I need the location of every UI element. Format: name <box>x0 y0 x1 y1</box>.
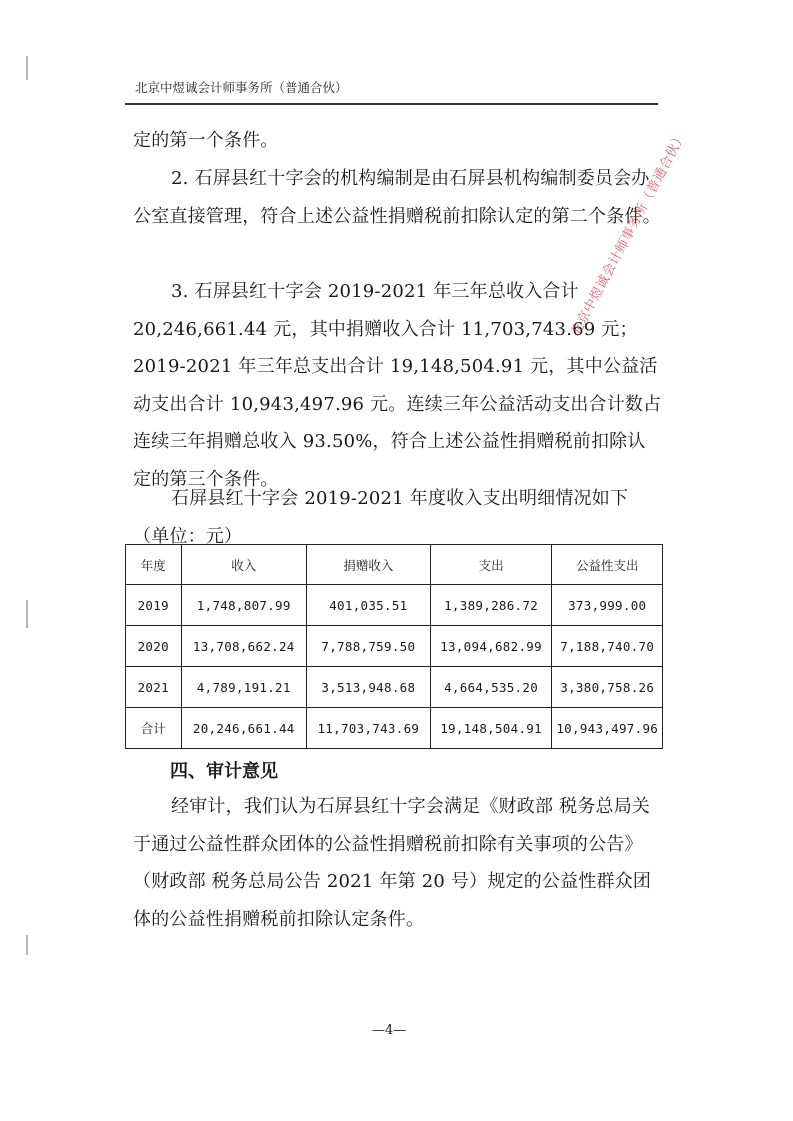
page-number: —4— <box>372 1023 407 1038</box>
cell-public-expense: 7,188,740.70 <box>552 626 663 667</box>
cell-public-expense: 373,999.00 <box>552 585 663 626</box>
table-row <box>126 626 663 667</box>
col-header-public-expense: 公益性支出 <box>552 545 663 585</box>
cell-expense: 4,664,535.20 <box>430 667 552 708</box>
col-header-donation: 捐赠收入 <box>307 545 431 585</box>
cell-donation: 401,035.51 <box>307 585 431 626</box>
cell-public-expense: 3,380,758.26 <box>552 667 663 708</box>
col-header-income: 收入 <box>181 545 307 585</box>
paragraph-condition-2: 2. 石屏县红十字会的机构编制是由石屏县机构编制委员会办公室直接管理，符合上述公益性捐赠税前扣除认定的第二个条件。 <box>133 168 661 227</box>
col-header-year: 年度 <box>126 545 182 585</box>
cell-income: 1,748,807.99 <box>181 585 307 626</box>
cell-total-label: 合计 <box>126 708 182 749</box>
page-header: 北京中煜诚会计师事务所（普通合伙） <box>135 80 348 95</box>
paragraph-table-intro: 石屏县红十字会 2019-2021 年度收入支出明细情况如下（单位：元） <box>133 488 629 547</box>
paragraph-continuation: 定的第一个条件。 <box>133 130 279 151</box>
cell-expense: 19,148,504.91 <box>430 708 552 749</box>
cell-expense: 13,094,682.99 <box>430 626 552 667</box>
cell-income: 4,789,191.21 <box>181 667 307 708</box>
cell-expense: 1,389,286.72 <box>430 585 552 626</box>
cell-year: 2020 <box>126 626 182 667</box>
paragraph-audit-opinion: 经审计，我们认为石屏县红十字会满足《财政部 税务总局关于通过公益性群众团体的公益性捐赠税前扣除有关事项的公告》（财政部 税务总局公告 2021 年第 20 号）规定的公益性群众团体的公益性捐赠税前扣除认定条件。 <box>133 796 652 930</box>
paragraph-condition-3: 3. 石屏县红十字会 2019-2021 年三年总收入合计20,246,661.44 元，其中捐赠收入合计 11,703,743.69 元；2019-2021 年三年总支出合计 19,148,504.91 元，其中公益活动支出合计 10,943,497.96 元。连续三年公益活动支出合计数占连续三年捐赠总收入 93.50%，符合上述公益性捐赠税前扣除认定的第三个条件。 <box>133 281 662 490</box>
binding-edge-mark <box>26 600 28 628</box>
cell-income: 20,246,661.44 <box>181 708 307 749</box>
col-header-expense: 支出 <box>430 545 552 585</box>
table-total-row <box>126 708 663 749</box>
cell-donation: 7,788,759.50 <box>307 626 431 667</box>
cell-year: 2021 <box>126 667 182 708</box>
income-expense-table <box>125 544 663 749</box>
binding-edge-mark <box>26 935 28 955</box>
seal-stamp: 北京中煜诚会计师事务所（普通合伙） <box>568 129 690 339</box>
cell-income: 13,708,662.24 <box>181 626 307 667</box>
cell-year: 2019 <box>126 585 182 626</box>
table-row <box>126 667 663 708</box>
header-rule <box>125 103 658 105</box>
section-heading-audit-opinion: 四、审计意见 <box>170 761 278 782</box>
table-row <box>126 585 663 626</box>
cell-donation: 3,513,948.68 <box>307 667 431 708</box>
cell-public-expense: 10,943,497.96 <box>552 708 663 749</box>
cell-donation: 11,703,743.69 <box>307 708 431 749</box>
table-header-row <box>126 545 663 585</box>
binding-edge-mark <box>26 56 28 80</box>
